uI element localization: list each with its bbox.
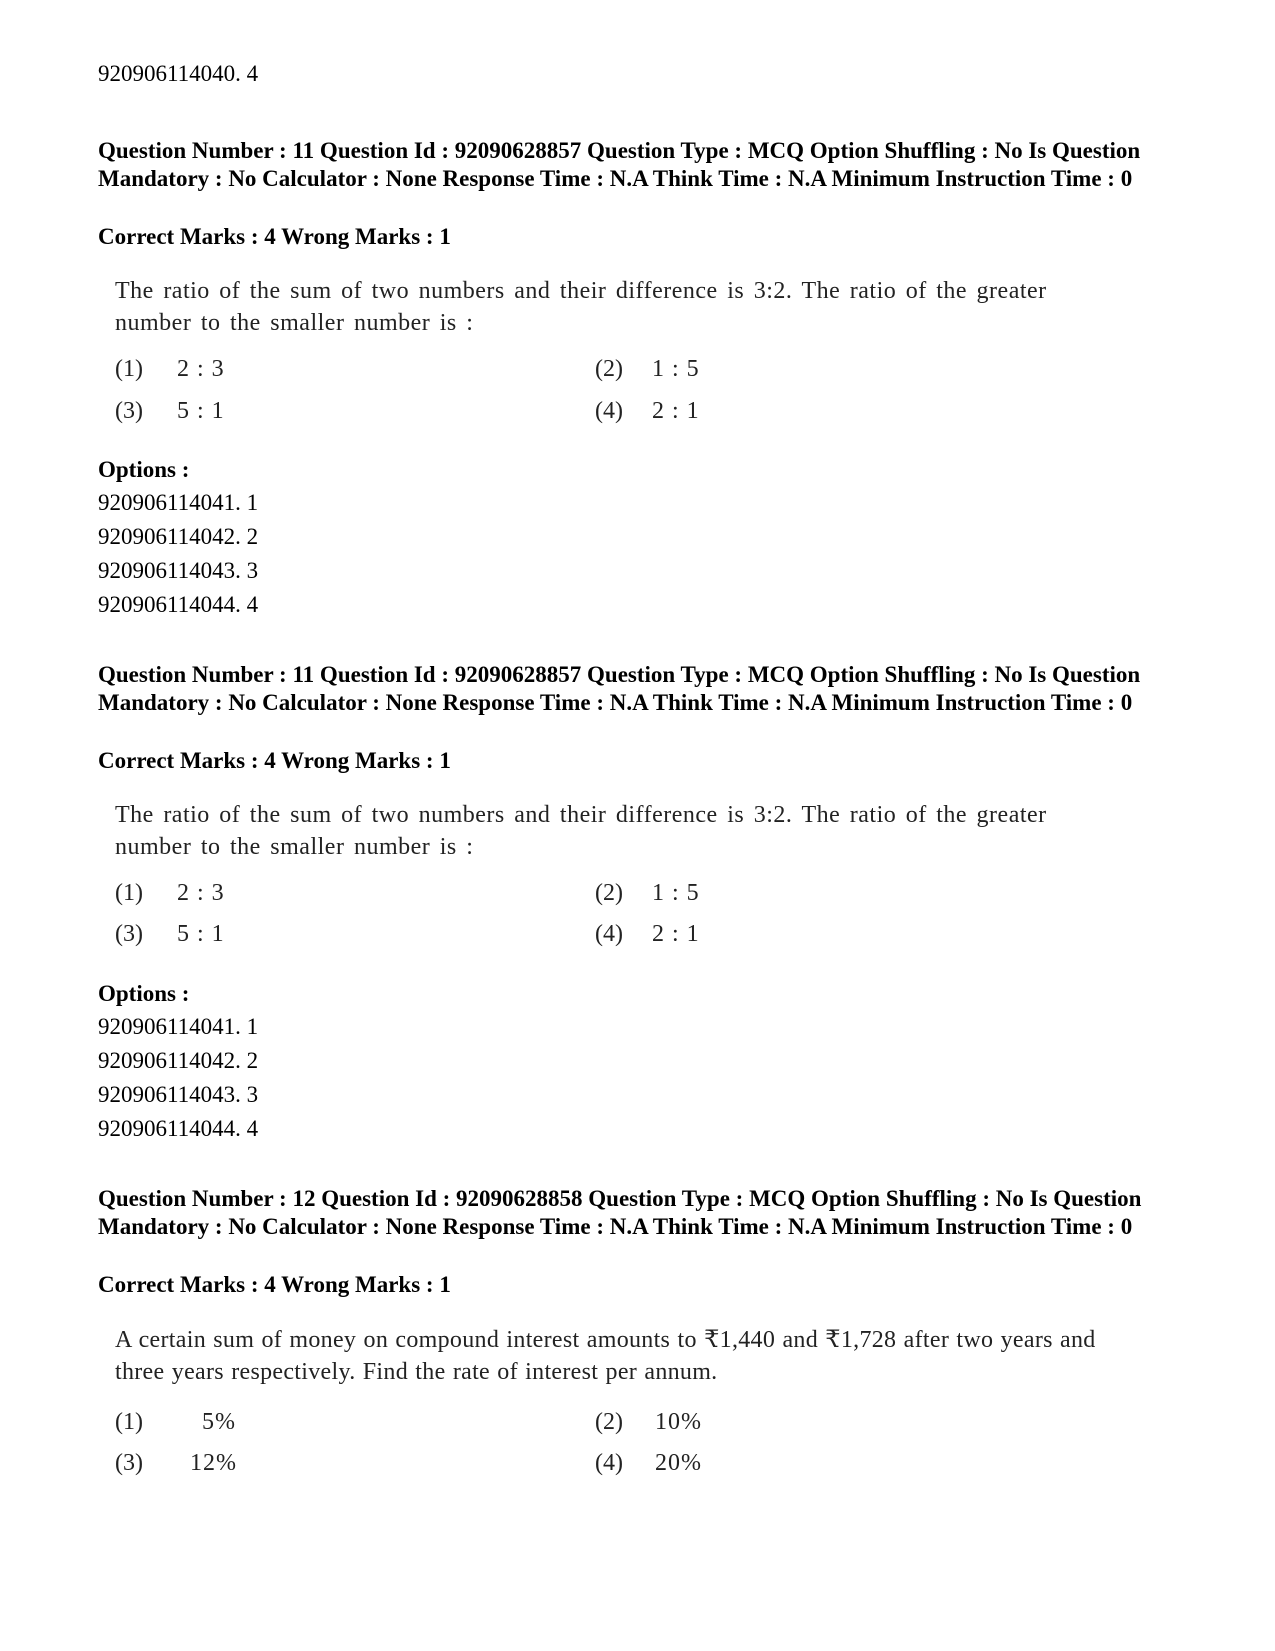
choice-value: 10% <box>655 1409 702 1435</box>
choice-value: 5 : 1 <box>177 921 225 947</box>
choice-number: (3) <box>115 1450 143 1476</box>
choice-value: 1 : 5 <box>652 356 700 382</box>
choice-2 <box>595 879 700 907</box>
choice-value: 1 : 5 <box>652 880 700 906</box>
choice-number: (1) <box>115 1409 143 1435</box>
option-line: 920906114041. 1 <box>98 490 259 515</box>
choice-value: 2 : 1 <box>652 398 700 424</box>
choice-value: 20% <box>655 1450 702 1476</box>
option-line: 920906114043. 3 <box>98 1082 259 1107</box>
choice-1 <box>115 355 225 383</box>
choice-number: (4) <box>595 398 623 424</box>
choice-3 <box>115 397 225 425</box>
question-marks: Correct Marks : 4 Wrong Marks : 1 <box>98 748 451 773</box>
question-text: A certain sum of money on compound interest amounts to ₹1,440 and ₹1,728 after two years and three years respectively. Find the rate of interest per annum. <box>115 1327 1096 1385</box>
choice-value: 5 : 1 <box>177 398 225 424</box>
question-text: The ratio of the sum of two numbers and their difference is 3:2. The ratio of the greater number to the smaller number is : <box>115 278 1047 336</box>
option-line: 920906114044. 4 <box>98 1116 259 1141</box>
choice-4 <box>595 397 700 425</box>
choice-number: (2) <box>595 1409 623 1435</box>
question-marks: Correct Marks : 4 Wrong Marks : 1 <box>98 224 451 249</box>
option-line: 920906114040. 4 <box>98 61 259 86</box>
question-text: The ratio of the sum of two numbers and their difference is 3:2. The ratio of the greater number to the smaller number is : <box>115 802 1047 860</box>
choice-number: (3) <box>115 398 143 424</box>
choice-value: 2 : 3 <box>177 356 225 382</box>
question-marks: Correct Marks : 4 Wrong Marks : 1 <box>98 1272 451 1297</box>
choice-2 <box>595 1408 702 1436</box>
options-label: Options : <box>98 981 190 1006</box>
option-line: 920906114044. 4 <box>98 592 259 617</box>
choice-2 <box>595 355 700 383</box>
choice-1 <box>115 879 225 907</box>
choice-number: (4) <box>595 1450 623 1476</box>
choice-3 <box>115 920 225 948</box>
choice-1 <box>115 1408 236 1436</box>
question-meta: Question Number : 11 Question Id : 92090628857 Question Type : MCQ Option Shuffling : No Is Question Mandatory : No Calculator : None Response Time : N.A Think Time : N.A Minimum Instruction Time : 0 <box>98 662 1141 715</box>
choice-number: (1) <box>115 880 143 906</box>
question-meta: Question Number : 12 Question Id : 92090628858 Question Type : MCQ Option Shuffling : No Is Question Mandatory : No Calculator : None Response Time : N.A Think Time : N.A Minimum Instruction Time : 0 <box>98 1186 1142 1239</box>
choice-number: (3) <box>115 921 143 947</box>
choice-4 <box>595 1449 702 1477</box>
choice-number: (4) <box>595 921 623 947</box>
choice-4 <box>595 920 700 948</box>
question-meta: Question Number : 11 Question Id : 92090628857 Question Type : MCQ Option Shuffling : No Is Question Mandatory : No Calculator : None Response Time : N.A Think Time : N.A Minimum Instruction Time : 0 <box>98 138 1141 191</box>
choice-number: (1) <box>115 356 143 382</box>
option-line: 920906114042. 2 <box>98 524 259 549</box>
choice-value: 5% <box>202 1409 236 1435</box>
choice-value: 12% <box>190 1450 237 1476</box>
option-line: 920906114041. 1 <box>98 1014 259 1039</box>
choice-number: (2) <box>595 880 623 906</box>
choice-number: (2) <box>595 356 623 382</box>
options-label: Options : <box>98 457 190 482</box>
option-line: 920906114043. 3 <box>98 558 259 583</box>
choice-value: 2 : 1 <box>652 921 700 947</box>
choice-value: 2 : 3 <box>177 880 225 906</box>
choice-3 <box>115 1449 237 1477</box>
option-line: 920906114042. 2 <box>98 1048 259 1073</box>
